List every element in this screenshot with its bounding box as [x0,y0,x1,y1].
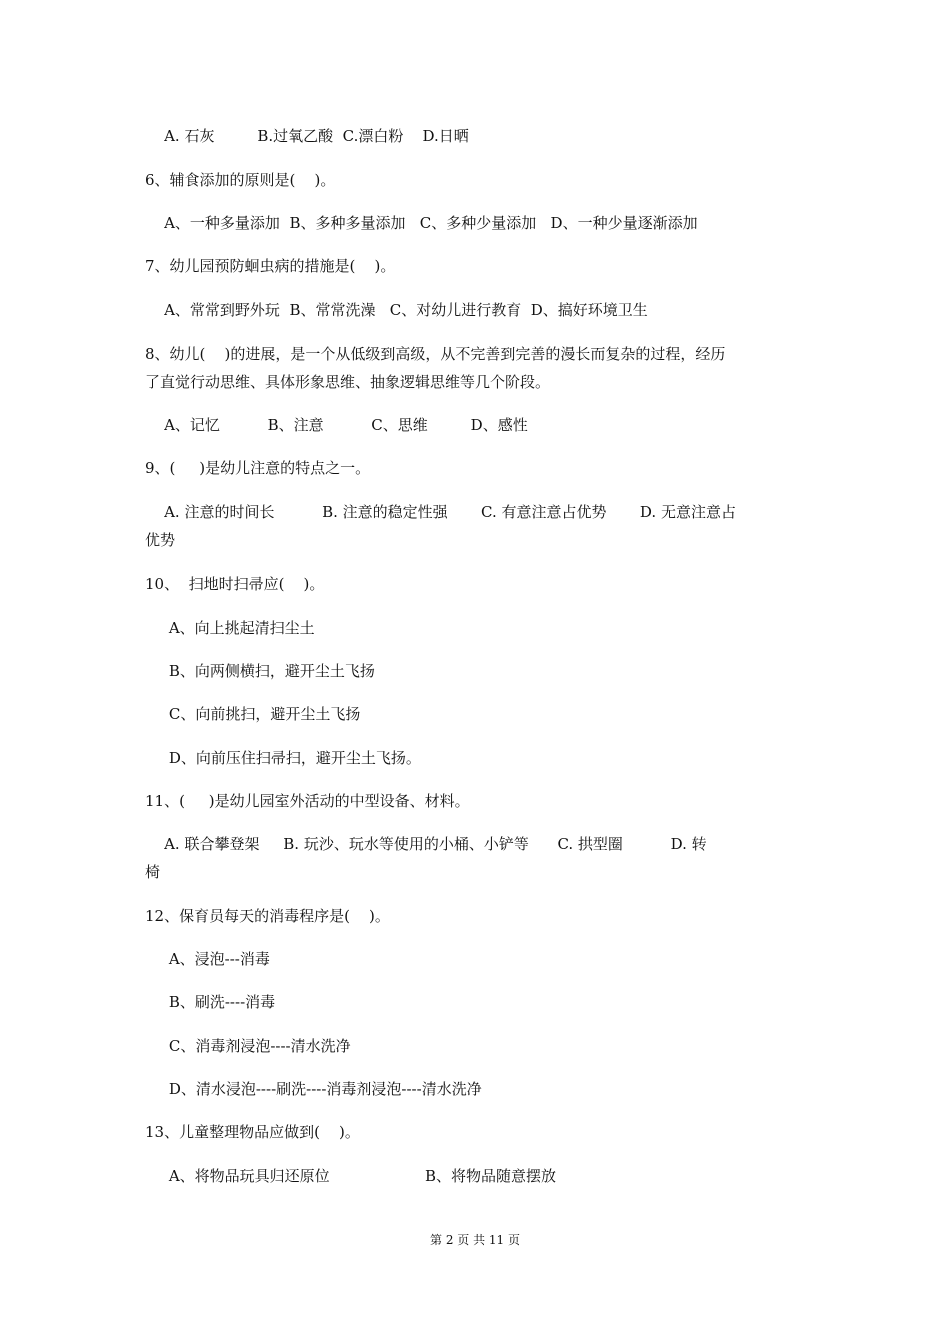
options-q6: A、一种多量添加 B、多种多量添加 C、多种少量添加 D、一种少量逐渐添加 [145,214,698,232]
option-q10-b: B、向两侧横扫，避开尘土飞扬 [145,662,375,680]
option-q12-a: A、浸泡---消毒 [145,950,270,968]
options-q13: A、将物品玩具归还原位 B、将物品随意摆放 [145,1167,557,1185]
option-q10-c: C、向前挑扫，避开尘土飞扬 [145,705,361,723]
option-q10-d: D、向前压住扫帚扫，避开尘土飞扬。 [145,749,421,767]
page-footer: 第 2 页 共 11 页 [430,1233,520,1247]
question-6: 6、辅食添加的原则是( )。 [145,171,336,189]
question-8-line-1: 8、幼儿( )的进展，是一个从低级到高级，从不完善到完善的漫长而复杂的过程，经历 [145,345,726,363]
option-q12-b: B、刷洗----消毒 [145,993,276,1011]
options-q11-line-2: 椅 [145,863,161,881]
question-10: 10、 扫地时扫帚应( )。 [145,575,325,593]
options-q8: A、记忆 B、注意 C、思维 D、感性 [145,416,528,434]
options-q5: A. 石灰 B.过氧乙酸 C.漂白粉 D.日晒 [145,127,469,145]
options-q9-line-2: 优势 [145,531,176,549]
question-13: 13、儿童整理物品应做到( )。 [145,1123,360,1141]
option-q10-a: A、向上挑起清扫尘土 [145,619,315,637]
options-q7: A、常常到野外玩 B、常常洗澡 C、对幼儿进行教育 D、搞好环境卫生 [145,301,648,319]
question-7: 7、幼儿园预防蛔虫病的措施是( )。 [145,257,396,275]
question-8-line-2: 了直觉行动思维、具体形象思维、抽象逻辑思维等几个阶段。 [145,373,551,391]
option-q12-d: D、清水浸泡----刷洗----消毒剂浸泡----清水洗净 [145,1080,482,1098]
question-11: 11、( )是幼儿园室外活动的中型设备、材料。 [145,792,470,810]
options-q9-line-1: A. 注意的时间长 B. 注意的稳定性强 C. 有意注意占优势 D. 无意注意占 [145,503,736,521]
question-9: 9、( )是幼儿注意的特点之一。 [145,459,371,477]
question-12: 12、保育员每天的消毒程序是( )。 [145,907,390,925]
option-q12-c: C、消毒剂浸泡----清水洗净 [145,1037,351,1055]
options-q11-line-1: A. 联合攀登架 B. 玩沙、玩水等使用的小桶、小铲等 C. 拱型圈 D. 转 [145,835,707,853]
